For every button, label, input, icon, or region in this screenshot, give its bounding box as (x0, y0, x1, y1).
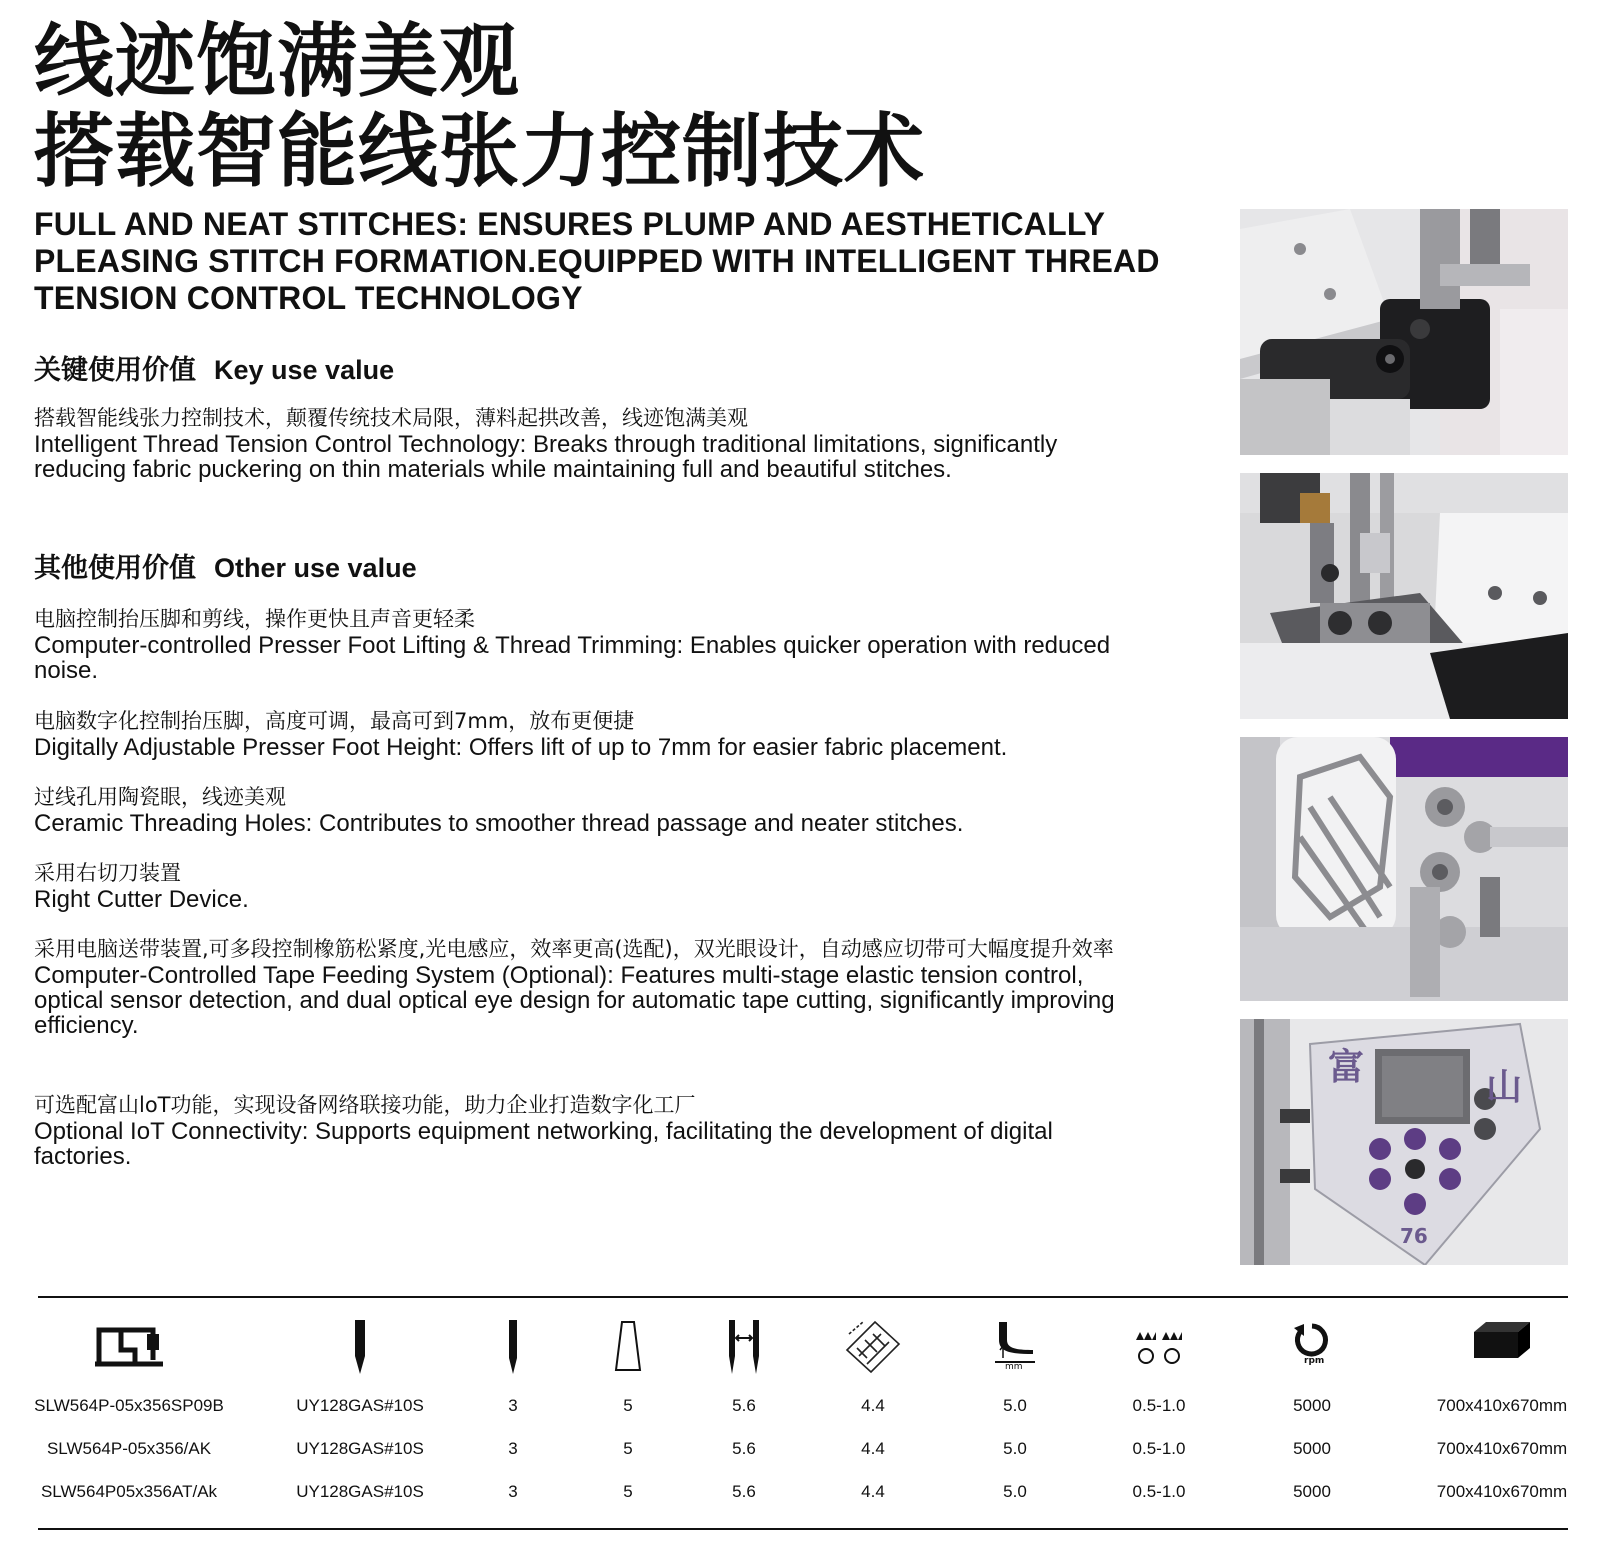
other-use-item-en: Computer-Controlled Tape Feeding System (Optional): Features multi-stage elastic tension control, optical sensor detection, and dual optical eye design for automatic tape cutting, significantly improving efficiency. (34, 962, 1115, 1039)
cell-threads: 5 (623, 1396, 633, 1415)
key-use-heading-zh: 关键使用价值 (34, 355, 196, 386)
cell-size: 700x410x670mm (1436, 1396, 1568, 1415)
photo-presser-foot (1240, 209, 1568, 455)
other-use-item-zh: 采用右切刀装置 (34, 861, 181, 885)
other-use-heading-zh: 其他使用价值 (34, 553, 196, 584)
other-use-heading-en: Other use value (214, 553, 417, 583)
other-use-item-en: Computer-controlled Presser Foot Lifting & Thread Trimming: Enables quicker operation with reduced noise. (34, 632, 1111, 684)
cell-diff-feed: 0.5-1.0 (1132, 1396, 1186, 1415)
package-size-icon (1472, 1320, 1532, 1364)
cell-needle-gauge: 5.6 (732, 1439, 756, 1458)
cell-size: 700x410x670mm (1436, 1482, 1568, 1501)
other-use-item-en: Digitally Adjustable Presser Foot Height: Offers lift of up to 7mm for easier fabric placement. (34, 734, 1008, 761)
cell-model: SLW564P-05x356/AK (46, 1439, 212, 1458)
cell-needles: 3 (508, 1396, 518, 1415)
other-use-item-zh: 电脑数字化控制抬压脚，高度可调，最高可到7mm，放布更便捷 (34, 709, 635, 733)
other-use-item-en: Right Cutter Device. (34, 886, 249, 913)
speed-rpm-unit: rpm (1304, 1356, 1325, 1366)
other-use-item (34, 860, 1134, 912)
cell-model: SLW564P05x356AT/Ak (40, 1482, 218, 1501)
cell-needle-gauge: 5.6 (732, 1482, 756, 1501)
other-use-item-zh: 电脑控制抬压脚和剪线，操作更快且声音更轻柔 (34, 607, 475, 631)
cell-speed: 5000 (1293, 1396, 1331, 1415)
key-use-zh: 搭载智能线张力控制技术，颠覆传统技术局限，薄料起拱改善，线迹饱满美观 (34, 406, 748, 430)
table-row (0, 1482, 1600, 1512)
cell-threads: 5 (623, 1482, 633, 1501)
cell-presser-height: 5.0 (1003, 1396, 1027, 1415)
needle-icon (350, 1320, 370, 1378)
key-use-heading-en: Key use value (214, 355, 395, 385)
cell-stitch-width: 4.4 (861, 1482, 885, 1501)
cell-presser-height: 5.0 (1003, 1439, 1027, 1458)
cell-model: SLW564P-05x356SP09B (34, 1396, 224, 1415)
table-top-rule (38, 1296, 1568, 1298)
panel-number: 76 (1400, 1224, 1428, 1248)
needle-gauge-icon (727, 1320, 761, 1378)
cell-needles: 3 (508, 1439, 518, 1458)
key-use-heading (34, 348, 394, 387)
cell-needle: UY128GAS#10S (296, 1482, 424, 1501)
speed-rpm-icon (1292, 1320, 1332, 1368)
stitch-width-icon (843, 1320, 903, 1378)
other-use-item (34, 1092, 1134, 1169)
table-row (0, 1439, 1600, 1469)
table-bottom-rule (38, 1528, 1568, 1530)
photo-tension-unit (1240, 737, 1568, 1001)
cell-threads: 5 (623, 1439, 633, 1458)
other-use-item (34, 936, 1134, 1038)
other-use-item (34, 606, 1134, 683)
cell-needle: UY128GAS#10S (296, 1396, 424, 1415)
cell-stitch-width: 4.4 (861, 1439, 885, 1458)
other-use-heading (34, 546, 417, 585)
cell-diff-feed: 0.5-1.0 (1132, 1439, 1186, 1458)
other-use-item (34, 784, 1134, 836)
differential-feed-icon (1134, 1320, 1184, 1374)
presser-height-icon (993, 1320, 1037, 1378)
key-use-en: Intelligent Thread Tension Control Technology: Breaks through traditional limitations, significantly reducing fabric puckering on thin materials while maintaining full and beautiful stitches. (34, 431, 1058, 483)
table-row (0, 1396, 1600, 1426)
cell-needles: 3 (508, 1482, 518, 1501)
cell-diff-feed: 0.5-1.0 (1132, 1482, 1186, 1501)
title-zh-line-2: 搭载智能线张力控制技术 (34, 105, 925, 198)
other-use-item (34, 708, 1134, 760)
machine-icon (91, 1320, 167, 1376)
cell-needle: UY128GAS#10S (296, 1439, 424, 1458)
presser-height-unit: mm (1005, 1362, 1023, 1372)
cell-speed: 5000 (1293, 1482, 1331, 1501)
other-use-item-zh: 过线孔用陶瓷眼，线迹美观 (34, 785, 286, 809)
panel-brand-left: 富 (1328, 1047, 1365, 1088)
cell-needle-gauge: 5.6 (732, 1396, 756, 1415)
photo-control-panel (1240, 1019, 1568, 1265)
other-use-item-zh: 采用电脑送带装置,可多段控制橡筋松紧度,光电感应，效率更高(选配)，双光眼设计，自动感应切带可大幅度提升效率 (34, 937, 1114, 961)
cell-speed: 5000 (1293, 1439, 1331, 1458)
cell-size: 700x410x670mm (1436, 1439, 1568, 1458)
thread-cone-icon (614, 1320, 642, 1376)
photo-needle-area (1240, 473, 1568, 719)
title-en: FULL AND NEAT STITCHES: ENSURES PLUMP AND AESTHETICALLY PLEASING STITCH FORMATION.EQUIPPED WITH INTELLIGENT THREAD TENSION CONTROL TECHNOLOGY (34, 206, 1160, 316)
other-use-item-en: Ceramic Threading Holes: Contributes to smoother thread passage and neater stitches. (34, 810, 964, 837)
cell-presser-height: 5.0 (1003, 1482, 1027, 1501)
other-use-item-en: Optional IoT Connectivity: Supports equipment networking, facilitating the development of digital factories. (34, 1118, 1053, 1170)
other-use-item-zh: 可选配富山loT功能，实现设备网络联接功能，助力企业打造数字化工厂 (34, 1093, 696, 1117)
key-use-paragraph (34, 405, 1134, 482)
title-zh-line-1: 线迹饱满美观 (34, 15, 520, 108)
needle-count-icon (505, 1320, 521, 1378)
panel-brand-right: 山 (1486, 1067, 1523, 1108)
cell-stitch-width: 4.4 (861, 1396, 885, 1415)
